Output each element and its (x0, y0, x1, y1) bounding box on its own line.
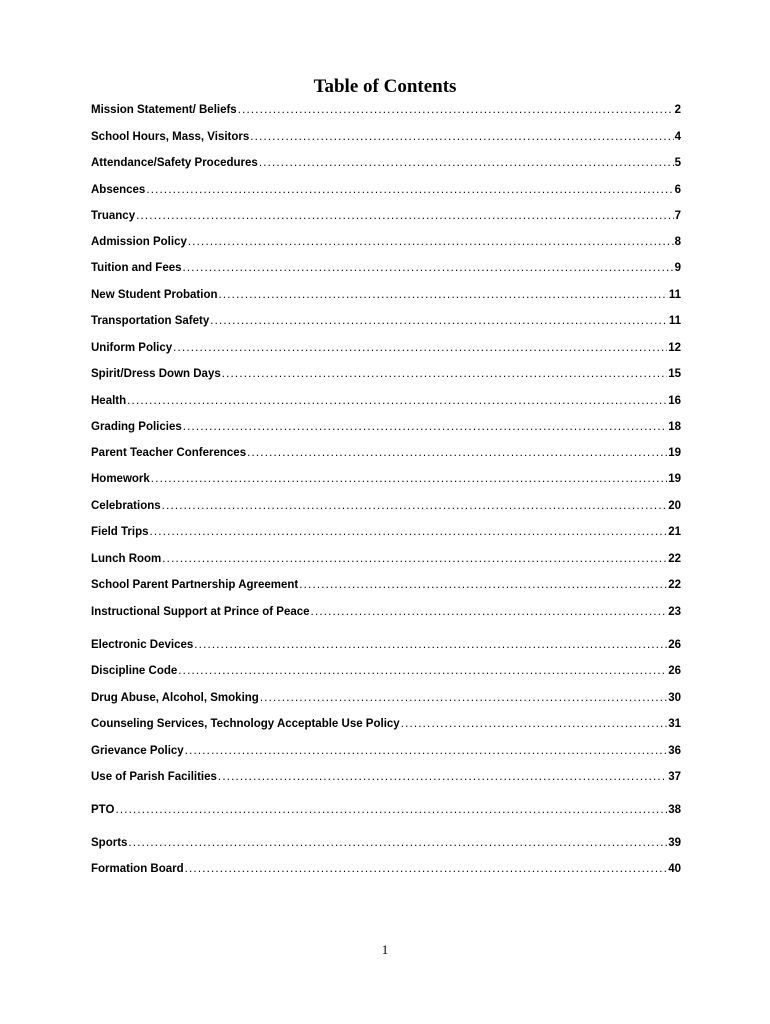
toc-entry[interactable] (91, 340, 681, 356)
toc-entry[interactable] (91, 208, 681, 224)
toc-entry-label: Sports (91, 837, 128, 849)
toc-entry-page: 26 (668, 639, 681, 651)
toc-entry-page: 22 (668, 553, 681, 565)
toc-entry-page: 2 (674, 104, 681, 116)
toc-entry-label: Electronic Devices (91, 639, 194, 651)
dot-leader (162, 551, 667, 567)
dot-leader (188, 234, 674, 250)
toc-entry-label: Formation Board (91, 863, 184, 875)
toc-entry-label: Homework (91, 473, 150, 485)
toc-entry-label: Uniform Policy (91, 342, 173, 354)
toc-entry-page: 40 (668, 863, 681, 875)
dot-leader (183, 260, 674, 276)
toc-entry-page: 6 (674, 184, 681, 196)
dot-leader (250, 129, 673, 145)
toc-entry-page: 23 (668, 606, 681, 618)
toc-entry-label: Absences (91, 184, 146, 196)
page-number: 1 (381, 942, 389, 957)
dot-leader (185, 861, 668, 877)
dot-leader (183, 419, 667, 435)
toc-entry-label: Grievance Policy (91, 745, 184, 757)
toc-entry[interactable] (91, 445, 681, 461)
toc-entry-label: School Parent Partnership Agreement (91, 579, 299, 591)
toc-entry[interactable] (91, 524, 681, 540)
toc-entry-label: New Student Probation (91, 289, 218, 301)
toc-entry-page: 36 (668, 745, 681, 757)
dot-leader (185, 743, 668, 759)
dot-leader (162, 498, 668, 514)
toc-entry-page: 39 (668, 837, 681, 849)
dot-leader (299, 577, 667, 593)
toc-entry-page: 22 (668, 579, 681, 591)
dot-leader (401, 716, 668, 732)
toc-entry[interactable] (91, 313, 681, 329)
toc-entry[interactable] (91, 769, 681, 785)
toc-entry[interactable] (91, 551, 681, 567)
toc-entry-page: 9 (674, 262, 681, 274)
toc-entry-label: Admission Policy (91, 236, 187, 248)
toc-entry-page: 8 (674, 236, 681, 248)
toc-entry-page: 15 (668, 368, 681, 380)
page-title: Table of Contents (313, 76, 457, 97)
toc-entry[interactable] (91, 155, 681, 171)
toc-entry[interactable] (91, 743, 681, 759)
toc-entry-page: 11 (668, 289, 681, 301)
toc-entry[interactable] (91, 234, 681, 250)
dot-leader (146, 182, 673, 198)
dot-leader (311, 604, 668, 620)
dot-leader (136, 208, 673, 224)
toc-entry[interactable] (91, 419, 681, 435)
toc-entry[interactable] (91, 260, 681, 276)
dot-leader (260, 690, 667, 706)
toc-entry-page: 31 (668, 718, 681, 730)
toc-entry-label: Truancy (91, 210, 136, 222)
toc-entry-page: 26 (668, 665, 681, 677)
toc-entry[interactable] (91, 366, 681, 382)
toc-entry-page: 11 (668, 315, 681, 327)
toc-entry-page: 20 (668, 500, 681, 512)
toc-entry-label: Counseling Services, Technology Acceptable Use Policy (91, 718, 400, 730)
toc-entry[interactable] (91, 577, 681, 593)
dot-leader (128, 835, 667, 851)
toc-entry-label: PTO (91, 804, 115, 816)
toc-entry-page: 5 (674, 157, 681, 169)
toc-entry[interactable] (91, 102, 681, 118)
toc-entry-page: 30 (668, 692, 681, 704)
toc-entry[interactable] (91, 287, 681, 303)
dot-leader (238, 102, 674, 118)
dot-leader (127, 393, 667, 409)
toc-entry[interactable] (91, 835, 681, 851)
toc-entry-page: 19 (668, 447, 681, 459)
toc-entry[interactable] (91, 861, 681, 877)
dot-leader (115, 802, 667, 818)
toc-entry-page: 12 (668, 342, 681, 354)
toc-entry[interactable] (91, 716, 681, 732)
dot-leader (219, 287, 668, 303)
dot-leader (194, 637, 667, 653)
toc-entry[interactable] (91, 129, 681, 145)
toc-entry-label: School Hours, Mass, Visitors (91, 131, 250, 143)
toc-entry-page: 37 (668, 771, 681, 783)
toc-entry-page: 4 (674, 131, 681, 143)
dot-leader (173, 340, 667, 356)
toc-entry-label: Tuition and Fees (91, 262, 182, 274)
dot-leader (222, 366, 667, 382)
toc-entry[interactable] (91, 393, 681, 409)
toc-entry-page: 16 (668, 395, 681, 407)
toc-entry-label: Celebrations (91, 500, 161, 512)
toc-entry-label: Lunch Room (91, 553, 162, 565)
toc-entry[interactable] (91, 663, 681, 679)
toc-entry-label: Mission Statement/ Beliefs (91, 104, 237, 116)
dot-leader (178, 663, 667, 679)
toc-entry-page: 18 (668, 421, 681, 433)
toc-entry-page: 38 (668, 804, 681, 816)
toc-entry-label: Transportation Safety (91, 315, 210, 327)
toc-entry-page: 21 (668, 526, 681, 538)
toc-entry-label: Attendance/Safety Procedures (91, 157, 258, 169)
dot-leader (210, 313, 668, 329)
toc-entry[interactable] (91, 182, 681, 198)
toc-entry[interactable] (91, 498, 681, 514)
toc-entry[interactable] (91, 690, 681, 706)
dot-leader (259, 155, 674, 171)
toc-entry-label: Health (91, 395, 127, 407)
toc-entry-page: 7 (674, 210, 681, 222)
toc-entry-label: Parent Teacher Conferences (91, 447, 247, 459)
toc-entry-label: Use of Parish Facilities (91, 771, 217, 783)
dot-leader (247, 445, 667, 461)
dot-leader (151, 471, 667, 487)
toc-entry-label: Discipline Code (91, 665, 178, 677)
toc-entry-label: Spirit/Dress Down Days (91, 368, 221, 380)
toc-entry[interactable] (91, 637, 681, 653)
toc-entry[interactable] (91, 802, 681, 818)
toc-entry-label: Grading Policies (91, 421, 182, 433)
dot-leader (218, 769, 667, 785)
toc-entry[interactable] (91, 604, 681, 620)
toc-entry[interactable] (91, 471, 681, 487)
toc-entry-label: Instructional Support at Prince of Peace (91, 606, 310, 618)
dot-leader (150, 524, 668, 540)
toc-entry-label: Drug Abuse, Alcohol, Smoking (91, 692, 259, 704)
toc-entry-label: Field Trips (91, 526, 149, 538)
toc-entry-page: 19 (668, 473, 681, 485)
